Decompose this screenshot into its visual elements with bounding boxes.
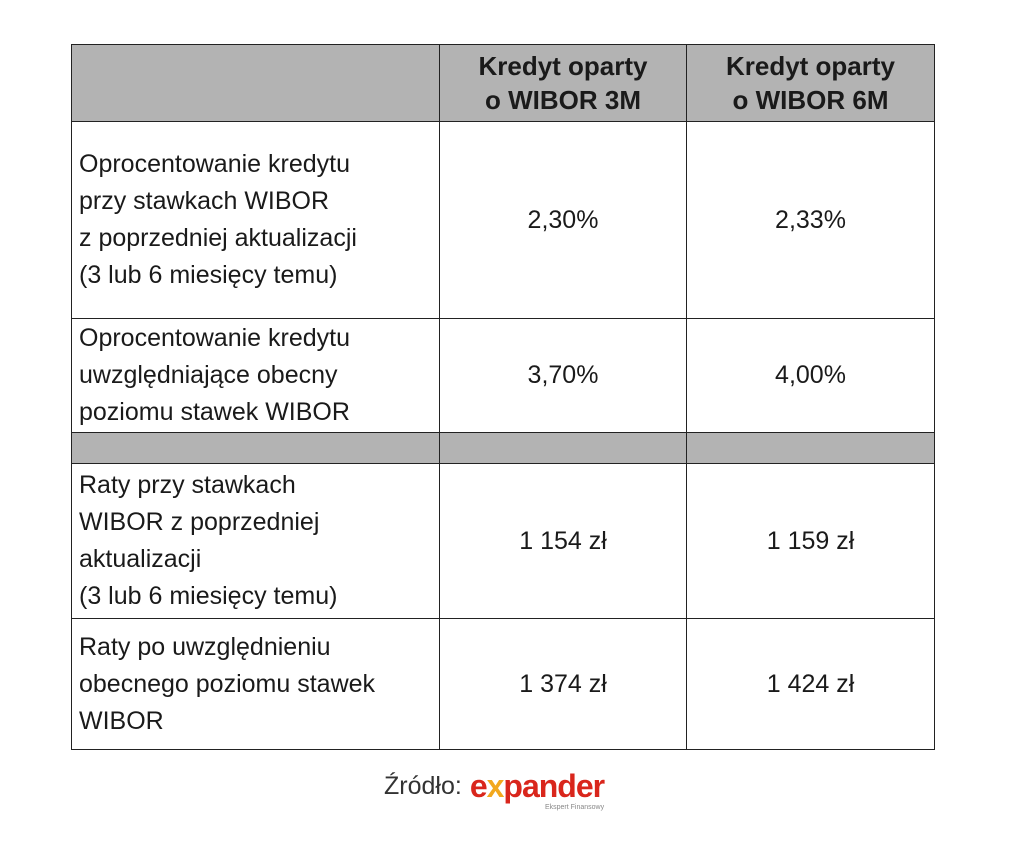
header-empty-cell bbox=[72, 45, 440, 122]
row-label: Oprocentowanie kredytu uwzględniające obecny poziomu stawek WIBOR bbox=[72, 319, 440, 433]
row-label: Raty przy stawkach WIBOR z poprzedniej aktualizacji (3 lub 6 miesięcy temu) bbox=[72, 464, 440, 619]
source-label: Źródło: bbox=[384, 772, 462, 800]
separator-row bbox=[72, 433, 935, 464]
row-label: Raty po uwzględnieniu obecnego poziomu stawek WIBOR bbox=[72, 619, 440, 750]
value-wibor-6m: 2,33% bbox=[687, 122, 935, 319]
table-row bbox=[72, 619, 935, 750]
value-wibor-3m: 1 154 zł bbox=[440, 464, 687, 619]
table-row bbox=[72, 319, 935, 433]
value-wibor-6m: 4,00% bbox=[687, 319, 935, 433]
header-wibor-6m: Kredyt oparty o WIBOR 6M bbox=[687, 45, 935, 122]
value-wibor-6m: 1 424 zł bbox=[687, 619, 935, 750]
table-row bbox=[72, 464, 935, 619]
value-wibor-3m: 1 374 zł bbox=[440, 619, 687, 750]
table-row bbox=[72, 122, 935, 319]
separator-cell bbox=[687, 433, 935, 464]
value-wibor-6m: 1 159 zł bbox=[687, 464, 935, 619]
separator-cell bbox=[72, 433, 440, 464]
separator-cell bbox=[440, 433, 687, 464]
expander-logo bbox=[469, 768, 605, 811]
source-credit bbox=[384, 768, 605, 811]
table-header-row bbox=[72, 45, 935, 122]
value-wibor-3m: 3,70% bbox=[440, 319, 687, 433]
logo-tagline: Ekspert Finansowy bbox=[544, 804, 605, 811]
logo-wordmark: expander bbox=[469, 768, 605, 804]
header-wibor-3m: Kredyt oparty o WIBOR 3M bbox=[440, 45, 687, 122]
row-label: Oprocentowanie kredytu przy stawkach WIBOR z poprzedniej aktualizacji (3 lub 6 miesięcy temu) bbox=[72, 122, 440, 319]
value-wibor-3m: 2,30% bbox=[440, 122, 687, 319]
comparison-table bbox=[71, 44, 935, 750]
